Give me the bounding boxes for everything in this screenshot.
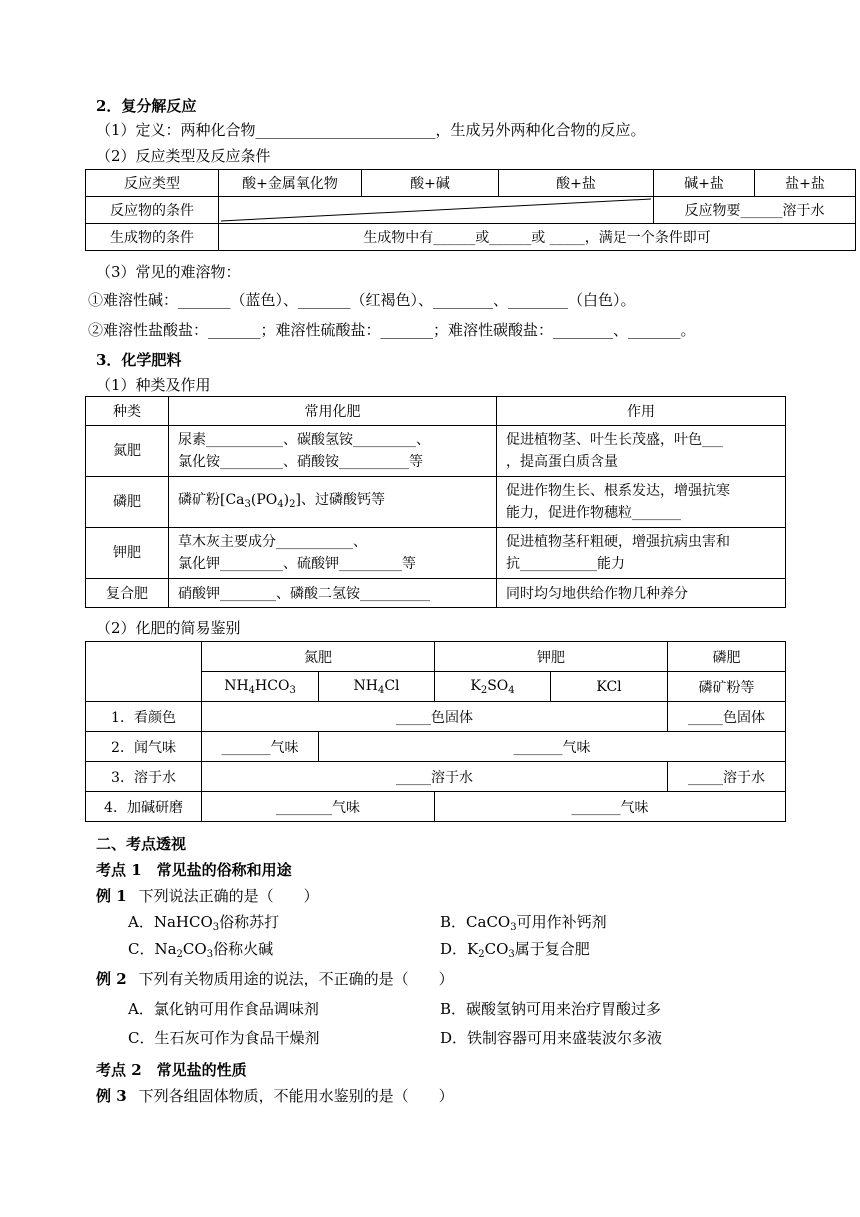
question-text: 下列各组固体物质，不能用水鉴别的是（ ） — [138, 1087, 454, 1105]
potassium-use-line-1: 促进植物茎秆粗硬，增强抗病虫害和 — [506, 534, 730, 550]
header-function: 作用 — [497, 397, 786, 426]
formula-text: SO — [487, 677, 509, 694]
example-3-question — [96, 1086, 454, 1106]
compound-nh4cl — [319, 672, 435, 702]
example-2-option-b: B．碳酸氢钠可用来治疗胃酸过多 — [440, 1000, 662, 1018]
fertilizer-types-subheading: （1）种类及作用 — [96, 376, 211, 394]
example-1-option-b — [440, 912, 607, 938]
example-number: 例 1 — [96, 887, 127, 905]
group-phosphorus: 磷肥 — [668, 642, 786, 672]
example-2-option-c: C．生石灰可作为食品干燥剂 — [128, 1029, 320, 1047]
fertilizer-types-table — [85, 396, 786, 608]
reactant-condition-blank — [219, 197, 654, 224]
question-text: 下列说法正确的是（ ） — [138, 887, 319, 905]
corner-cell — [86, 642, 202, 702]
example-1-option-a — [128, 912, 279, 938]
definition-line: （1）定义：两种化合物________________________，生成另外两种化合物的反应。 — [96, 121, 646, 139]
option-text: 属于复合肥 — [514, 940, 590, 958]
test-smell-result-a: _______气味 — [202, 732, 319, 762]
phos-text: ]、过磷酸钙等 — [295, 491, 385, 508]
option-text: 俗称火碱 — [213, 940, 274, 958]
test-color-result-b: _____色固体 — [668, 702, 786, 732]
nitrogen-function — [497, 426, 786, 477]
option-text: 俗称苏打 — [219, 913, 280, 931]
example-number: 例 3 — [96, 1087, 127, 1105]
test-water-label: 3．溶于水 — [86, 762, 202, 792]
formula-sub: 3 — [289, 684, 296, 696]
section-heading-fertilizers: 3．化学肥料 — [96, 351, 182, 369]
reactant-condition-label: 反应物的条件 — [86, 197, 219, 224]
section-heading-double-decomposition: 2．复分解反应 — [96, 97, 197, 115]
compound-function: 同时均匀地供给作物几种养分 — [497, 579, 786, 608]
phosphorus-fertilizers — [169, 477, 497, 528]
formula-sub: 2 — [176, 949, 183, 960]
compound-phosphate-rock: 磷矿粉等 — [668, 672, 786, 702]
phos-use-line-2: 能力，促进作物穗粒_______ — [506, 505, 681, 521]
header-acid-metal-oxide: 酸+金属氧化物 — [219, 170, 362, 197]
potassium-use-line-2: 抗___________能力 — [506, 556, 625, 572]
insoluble-subheading: （3）常见的难溶物： — [96, 263, 241, 281]
phos-sub: 4 — [277, 498, 284, 510]
product-condition-text: 生成物中有______或______或 _____，满足一个条件即可 — [219, 224, 856, 251]
option-text: CO — [182, 940, 207, 958]
reaction-conditions-table — [85, 169, 856, 251]
option-text: D．K — [440, 940, 479, 958]
formula-sub: 4 — [508, 684, 515, 696]
kind-nitrogen: 氮肥 — [86, 426, 169, 477]
test-color-label: 1．看颜色 — [86, 702, 202, 732]
formula-sub: 3 — [508, 949, 515, 960]
fertilizer-identification-table — [85, 641, 786, 822]
option-text: A．NaHCO — [128, 913, 213, 931]
compound-nh4hco3 — [202, 672, 319, 702]
example-2-option-d: D．铁制容器可用来盛装波尔多液 — [440, 1029, 663, 1047]
example-1-option-c — [128, 939, 273, 965]
diagonal-line — [219, 197, 653, 223]
test-water-result-a: _____溶于水 — [202, 762, 668, 792]
potassium-fert-line-1: 草木灰主要成分___________、 — [178, 534, 367, 550]
formula-text: NH — [353, 677, 378, 694]
test-alkali-result-b: _______气味 — [435, 792, 786, 822]
reactant-condition-text: 反应物要______溶于水 — [654, 197, 856, 224]
nitrogen-fert-line-2: 氯化铵_________、硝酸铵__________等 — [178, 454, 423, 470]
potassium-fert-line-2: 氯化钾_________、硫酸钾_________等 — [178, 556, 416, 572]
phos-text: 磷矿粉[Ca — [178, 491, 245, 508]
formula-sub: 2 — [480, 684, 488, 696]
kind-compound: 复合肥 — [86, 579, 169, 608]
formula-sub: 4 — [248, 684, 256, 696]
example-number: 例 2 — [96, 970, 127, 988]
potassium-function — [497, 528, 786, 579]
header-acid-base: 酸+碱 — [362, 170, 499, 197]
header-kind: 种类 — [86, 397, 169, 426]
option-text: CO — [484, 940, 509, 958]
header-acid-salt: 酸+盐 — [499, 170, 654, 197]
example-1-option-d — [440, 939, 590, 965]
test-alkali-result-a: ________气味 — [202, 792, 435, 822]
formula-text: Cl — [384, 677, 400, 694]
key-point-1-heading: 考点 1 常见盐的俗称和用途 — [96, 861, 292, 879]
nitrogen-fert-line-1: 尿素___________、碳酸氢铵_________、 — [178, 432, 430, 448]
test-water-result-b: _____溶于水 — [668, 762, 786, 792]
formula-sub: 3 — [206, 949, 214, 960]
header-base-salt: 碱+盐 — [654, 170, 755, 197]
formula-text: HCO — [255, 677, 290, 694]
kind-potassium: 钾肥 — [86, 528, 169, 579]
example-1-question — [96, 886, 319, 906]
formula-sub: 3 — [212, 922, 220, 933]
header-reaction-type: 反应类型 — [86, 170, 219, 197]
product-condition-label: 生成物的条件 — [86, 224, 219, 251]
phosphorus-function — [497, 477, 786, 528]
phos-use-line-1: 促进作物生长、根系发达，增强抗寒 — [506, 483, 730, 499]
group-nitrogen: 氮肥 — [202, 642, 435, 672]
option-text: B．CaCO — [440, 913, 511, 931]
phos-sub: 2 — [289, 498, 296, 510]
nitrogen-use-line-2: ，提高蛋白质含量 — [506, 454, 618, 470]
option-text: C．Na — [128, 940, 177, 958]
compound-k2so4 — [435, 672, 551, 702]
formula-text: NH — [224, 677, 249, 694]
fertilizer-identification-subheading: （2）化肥的简易鉴别 — [96, 619, 241, 637]
formula-sub: 3 — [510, 922, 517, 933]
reaction-types-subheading: （2）反应类型及反应条件 — [96, 147, 271, 165]
phos-text: (PO — [250, 491, 278, 508]
potassium-fertilizers — [169, 528, 497, 579]
phos-sub: 3 — [244, 498, 251, 510]
test-color-result-a: _____色固体 — [202, 702, 668, 732]
compound-fertilizers: 硝酸钾________、磷酸二氢铵__________ — [169, 579, 497, 608]
nitrogen-fertilizers — [169, 426, 497, 477]
test-smell-label: 2．闻气味 — [86, 732, 202, 762]
nitrogen-use-line-1: 促进植物茎、叶生长茂盛，叶色___ — [506, 432, 723, 448]
header-common-fertilizer: 常用化肥 — [169, 397, 497, 426]
option-text: 可用作补钙剂 — [516, 913, 607, 931]
test-smell-result-b: _______气味 — [319, 732, 786, 762]
question-text: 下列有关物质用途的说法，不正确的是（ ） — [138, 970, 454, 988]
key-point-2-heading: 考点 2 常见盐的性质 — [96, 1061, 247, 1079]
header-salt-salt: 盐+盐 — [755, 170, 856, 197]
formula-sub: 2 — [478, 949, 485, 960]
formula-text: K — [470, 677, 481, 694]
part-heading-key-points: 二、考点透视 — [96, 835, 187, 853]
formula-sub: 4 — [377, 684, 385, 696]
phos-text: ) — [283, 491, 290, 508]
test-alkali-label: 4．加碱研磨 — [86, 792, 202, 822]
kind-phosphorus: 磷肥 — [86, 477, 169, 528]
example-2-option-a: A．氯化钠可用作食品调味剂 — [128, 1000, 319, 1018]
insoluble-salts-line: ②难溶性盐酸盐：_______；难溶性硫酸盐：_______；难溶性碳酸盐：________、_______。 — [88, 321, 696, 339]
compound-kcl: KCl — [551, 672, 668, 702]
example-2-question — [96, 969, 454, 989]
group-potassium: 钾肥 — [435, 642, 668, 672]
insoluble-bases-line: ①难溶性碱：_______（蓝色）、_______（红褐色）、________、________（白色）。 — [88, 291, 636, 309]
